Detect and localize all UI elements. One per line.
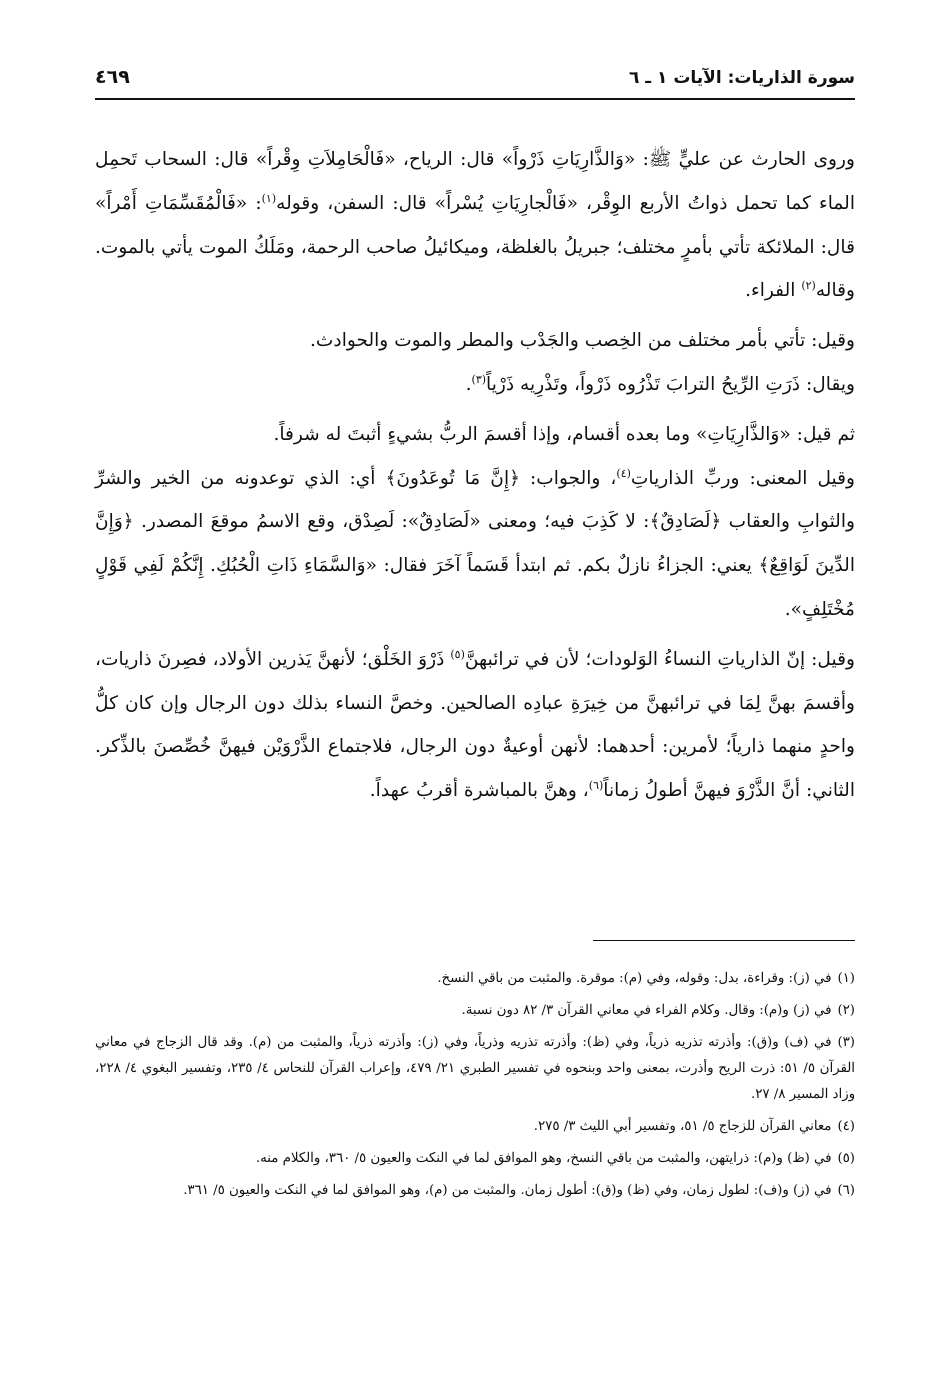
paragraph-4: ثم قيل: «وَالذَّارِيَاتِ» وما بعده أقسام، وإذا أقسمَ الربُّ بشيءٍ أثبتَ له شرفاً.	[273, 423, 855, 445]
footnote-ref-1: (١)	[261, 191, 277, 205]
footnote-ref-3: (٣)	[471, 372, 487, 386]
footnotes	[95, 966, 855, 1210]
page-number: ٤٦٩	[95, 66, 130, 88]
header-rule	[95, 98, 855, 100]
paragraph-3: ويقال: ذَرَتِ الرِّيحُ الترابَ تَذْرُوه ذَرْواً، وتَذْرِيه ذَرْياً$^{(٣)}$.	[465, 372, 855, 395]
footnote: (٢)في (ز) و(م): وقال. وكلام الفراء في معاني القرآن ٣/ ٨٢ دون نسبة.	[461, 1003, 855, 1018]
footnote: (٣)في (ف) و(ق): وأذرته تذريه ذرياً، وفي (ظ): وأذرته تذريه وذرياً، وفي (ز): وأذرته ذرياً، والمثبت من (م). وقد قال الزجاج في معاني القرآن ٥/ ٥١: ذرت الريح وأذرت، بمعنى واحد وبنحوه في تفسير الطبري ٢١/ ٤٧٩، وإعراب القرآن للنحاس ٤/ ٢٣٥، وتفسير البغوي ٤/ ٢٢٨، وزاد المسير ٨/ ٢٧.	[95, 1035, 855, 1102]
footnote: (٤)معاني القرآن للزجاج ٥/ ٥١، وتفسير أبي الليث ٣/ ٢٧٥.	[533, 1119, 855, 1134]
paragraph-5: وقيل المعنى: وربِّ الذارياتِ$^{(٤)}$، والجواب: ﴿إِنَّ مَا تُوعَدُونَ﴾ أي: الذي توعدونه من الخير والشرِّ والثوابِ والعقاب ﴿لَصَادِقٌ﴾: لا كَذِبَ فيه؛ ومعنى «لَصَادِقٌ»: لَصِدْق، وقع الاسمُ موقعَ المصدر. ﴿وَإِنَّ الدِّينَ لَوَاقِعٌ﴾ يعني: الجزاءُ نازلٌ بكم. ثم ابتدأ قَسَماً آخَرَ فقال: «وَالسَّمَاءِ ذَاتِ الْحُبُكِ. إِنَّكُمْ لَفِي قَوْلٍ مُخْتَلِفٍ».	[95, 466, 856, 620]
footnote-ref-4: (٤)	[616, 466, 631, 480]
paragraph-1: وروى الحارث عن عليٍّ ﷺ: «وَالذَّارِيَاتِ ذَرْواً» قال: الرياح، «فَالْحَامِلاَتِ وِقْراً» قال: السحاب تَحمِل الماء كما تحمل ذواتُ الأربع الوِقْر، «فَالْجارِيَاتِ يُسْراً» قال: السفن، وقوله$^{(١)}$: «فَالْمُقَسِّمَاتِ أَمْراً» قال: الملائكة تأتي بأمرٍ مختلف؛ جبريلُ بالغلظة، وميكائيلُ صاحب الرحمة، ومَلَكُ الموت يأتي بالموت. وقاله$^{(٢)}$ الفراء.	[95, 149, 855, 302]
footnote-separator	[593, 940, 855, 941]
footnote-ref-2: (٢)	[801, 279, 816, 293]
footnote: (٥)في (ظ) و(م): ذرايتهن، والمثبت من باقي النسخ، وهو الموافق لما في النكت والعيون ٥/ ٣٦٠، والكلام منه.	[255, 1151, 855, 1166]
footnote: (١)في (ز): وقراءة، بدل: وقوله، وفي (م): موقرة. والمثبت من باقي النسخ.	[437, 971, 855, 986]
running-title: سورة الذاريات: الآيات ١ ـ ٦	[628, 68, 855, 88]
footnote-ref-6: (٦)	[588, 778, 604, 792]
main-text	[95, 138, 855, 813]
footnote-ref-5: (٥)	[450, 647, 465, 661]
running-header	[95, 60, 855, 100]
paragraph-2: وقيل: تأتي بأمر مختلف من الخِصب والجَدْب والمطر والموت والحوادث.	[310, 330, 855, 352]
footnote: (٦)في (ز) و(ف): لطول زمان، وفي (ظ) و(ق): أطول زمان. والمثبت من (م)، وهو الموافق لما في النكت والعيون ٥/ ٣٦١.	[183, 1183, 855, 1198]
paragraph-6: وقيل: إنّ الذارياتِ النساءُ الوَلودات؛ لأن في ترائبهنَّ$^{(٥)}$ ذَرْوَ الخَلْق؛ لأنهنَّ يَذرين الأولاد، فصِرنَ ذاريات، وأقسمَ بهنَّ لِمَا في ترائبهنَّ من خِيرَةِ عبادِه الصالحين. وخصَّ النساء بذلك دون الرجال وإن كان كلُّ واحدٍ منهما ذارياً؛ لأمرين: أحدهما: لأنهن أوعيةٌ دون الرجال، فلاجتماع الذَّرْوَيْن فيهنَّ خُصِّصنَ بالذِّكر. الثاني: أنَّ الذَّرْوَ فيهنَّ أطولُ زماناً$^{(٦)}$، وهنَّ بالمباشرة أقربُ عهداً.	[95, 647, 855, 802]
